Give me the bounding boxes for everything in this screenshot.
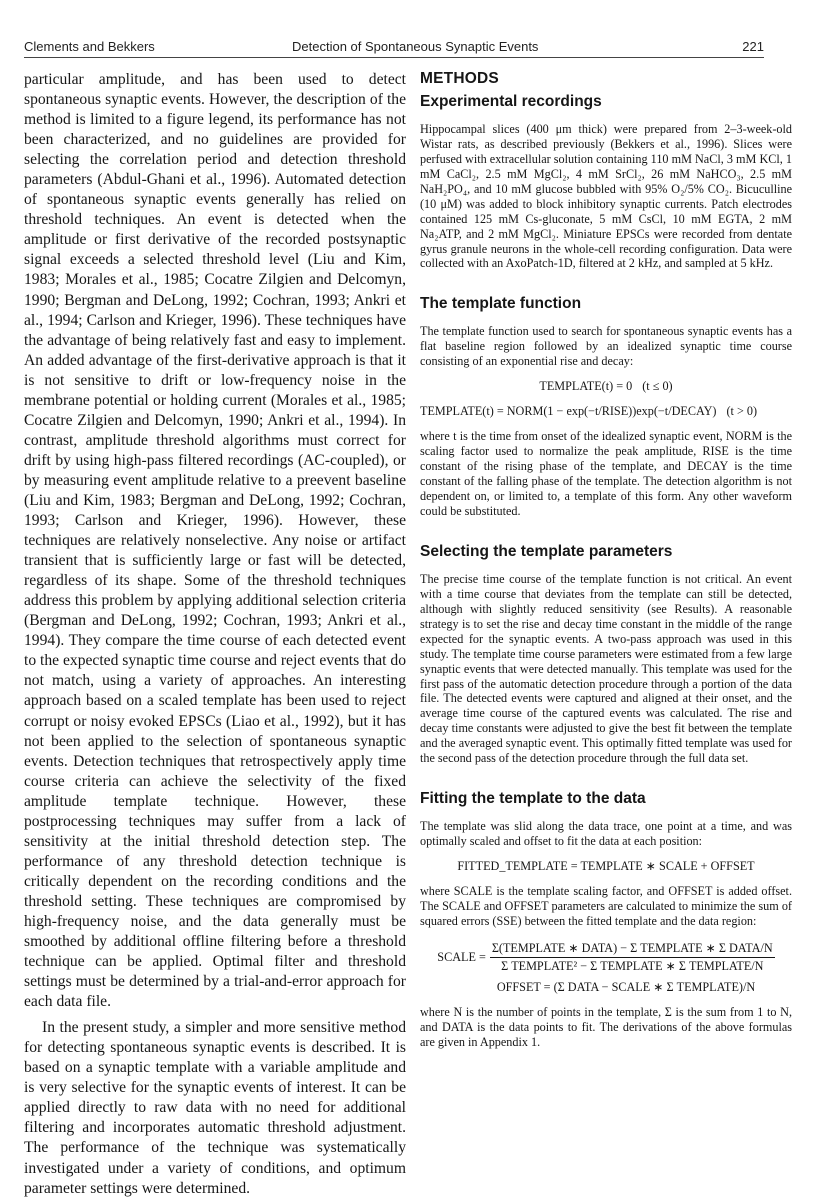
equation-template-exp [420, 404, 792, 419]
equation-scale [420, 941, 792, 974]
header-rule [24, 57, 764, 58]
section-template-function [420, 297, 792, 518]
equation-template-zero-expr: TEMPLATE(t) = 0 [539, 379, 633, 394]
template-function-intro: The template function used to search for spontaneous synaptic events has a flat baseline region followed by an idealized synaptic time course consisting of an exponential rise and decay: [420, 324, 792, 369]
fitting-template-outro: where N is the number of points in the template, Σ is the sum from 1 to N, and DATA is the data points to fit. The derivations of the above formulas are given in Appendix 1. [420, 1004, 792, 1049]
template-parameters-body: The precise time course of the template function is not critical. An event with a time course that deviates from the template can still be detected, although with slightly reduced sensitivity (see Results). A reasonable strategy is to set the rise and decay time constant in the middle of the range expected for the synaptic events. A two-pass approach was used in this study. The template time course parameters were estimated from a few large synaptic events that were detected manually. This template was used for the first pass of the automatic detection procedure through a portion of the data file. The detected events were captured and aligned at their onset, and the average time course of the captured events was calculated. The rise and decay time constants were adjusted to give the best fit between the template and the averaged synaptic event. This optimally fitted template was used for the second pass of the detection procedure through the full data set. [420, 571, 792, 766]
template-parameters-heading: Selecting the template parameters [420, 542, 673, 560]
intro-paragraph-2: In the present study, a simpler and more sensitive method for detecting spontaneous synaptic events is described. It is based on a synaptic template with a variable amplitude and is very selective for the synaptic events of interest. It can be applied directly to raw data with no need for additional filtering and incorporates automatic threshold adjustment. The performance of the technique was systematically investigated under a variety of conditions, and optimum parameter settings were determined. [24, 1019, 406, 1197]
section-fitting-template [420, 792, 792, 1049]
equation-template-zero-condition: (t ≤ 0) [642, 379, 673, 394]
running-head-title: Detection of Spontaneous Synaptic Events [292, 39, 539, 54]
equation-fitted-template: FITTED_TEMPLATE = TEMPLATE ∗ SCALE + OFFSET [457, 859, 755, 874]
equation-template-exp-expr: TEMPLATE(t) = NORM(1 − exp(−t/RISE))exp(−t/DECAY) [420, 404, 717, 419]
fitting-template-heading: Fitting the template to the data [420, 790, 646, 808]
running-head-authors: Clements and Bekkers [24, 39, 155, 54]
equation-offset: OFFSET = (Σ DATA − SCALE ∗ Σ TEMPLATE)/N [496, 979, 756, 994]
template-function-heading: The template function [420, 295, 582, 313]
running-head [24, 36, 764, 58]
page-number: 221 [742, 39, 764, 54]
equation-template-zero [420, 379, 792, 394]
right-column [420, 70, 792, 1050]
equation-scale-numerator: Σ(TEMPLATE ∗ DATA) − Σ TEMPLATE ∗ Σ DATA/N [490, 941, 775, 958]
section-experimental-recordings [420, 92, 792, 271]
equation-scale-lhs: SCALE = [437, 949, 486, 964]
equation-scale-fraction [490, 941, 775, 974]
methods-heading: METHODS [420, 70, 499, 87]
intro-paragraph-1: particular amplitude, and has been used to detect spontaneous synaptic events. However, the description of the method is limited to a figure legend, its performance has not been characterized, and no guidelines are provided for selecting the correlation period and detection threshold parameters (Abdul-Ghani et al., 1996). Automated detection of spontaneous synaptic events generally has relied on threshold techniques. An event is detected when the amplitude or first derivative of the recorded postsynaptic signal exceeds a selected threshold level (Liu and Kim, 1983; Morales et al., 1985; Cocatre Zilgien and Delcomyn, 1990; Bergman and DeLong, 1992; Cochran, 1993; Ankri et al., 1994; Carlson and Krieger, 1996). These techniques have the advantage of being relatively fast and easy to implement. An added advantage of the first-derivative approach is that it is not sensitive to drift or low-frequency noise in the membrane potential or holding current (Morales et al., 1985; Cocatre Zilgien and Delcomyn, 1990; Ankri et al., 1994). In contrast, amplitude threshold algorithms must correct for drift by using high-pass filtered recordings (AC-coupled), or by measuring event amplitude relative to a preevent baseline (Liu and Kim, 1983; Bergman and DeLong, 1992; Cochran, 1993; Carlson and Krieger, 1996). However, these techniques are relatively nonselective. Any noise or artifact transient that is sufficiently large or fast will be detected, regardless of its shape. Some of the threshold techniques address this problem by applying additional selection criteria (Bergman and DeLong, 1992; Cochran, 1993; Ankri et al., 1994). They compare the time course of each detected event to the expected synaptic time course and reject events that do not match, using a variety of approaches. An interesting approach based on a scaled template has been used to reject corrupt or noisy evoked EPSCs (Liao et al., 1992), but it has not been applied to the selection of spontaneous synaptic events. Detection techniques that retrospectively apply time course criteria can achieve the selectivity of the fixed amplitude template technique. However, these postprocessing techniques may suffer from a lack of sensitivity at the initial threshold detection step. The performance of any threshold detection technique is critically dependent on the recording conditions and the threshold setting. These techniques are compromised by high-frequency noise, and the data generally must be smoothed by additional offline filtering before a threshold technique can be applied. Optimal filter and threshold settings must be determined by a trial-and-error approach for each data file. [24, 71, 406, 1011]
equation-scale-denominator: Σ TEMPLATE² − Σ TEMPLATE ∗ Σ TEMPLATE/N [501, 958, 764, 973]
section-template-parameters [420, 542, 792, 766]
experimental-recordings-body: Hippocampal slices (400 μm thick) were prepared from 2–3-week-old Wistar rats, as described previously (Bekkers et al., 1996). Slices were perfused with extracellular solution containing 110 mM NaCl, 3 mM KCl, 1 mM CaCl₂, 2.5 mM MgCl₂, 4 mM SrCl₂, 26 mM NaHCO₃, 2.5 mM NaH₂PO₄, and 10 mM glucose bubbled with 95% O₂/5% CO₂. Bicuculline (10 μM) was added to block inhibitory synaptic currents. Patch electrodes contained 125 mM Cs-gluconate, 5 mM CsCl, 10 mM EGTA, 2 mM Na₂ATP, and 2 mM MgCl₂. Miniature EPSCs were recorded from dentate gyrus granule neurons in the whole-cell recording configuration. Data were collected with an AxoPatch-1D, filtered at 2 kHz, and sampled at 5 kHz. [420, 121, 792, 271]
fitting-template-mid: where SCALE is the template scaling factor, and OFFSET is added offset. The SCALE and OFFSET parameters are calculated to minimize the sum of squared errors (SSE) between the fitted template and the data region: [420, 884, 792, 928]
fitting-template-intro: The template was slid along the data trace, one point at a time, and was optimally scaled and offset to fit the data at each position: [420, 819, 792, 849]
template-function-body: where t is the time from onset of the idealized synaptic event, NORM is the scaling factor used to normalize the peak amplitude, RISE is the time constant of the rising phase of the template, and DECAY is the time constant of the falling phase of the template. The detection algorithm is not dependent on, or limited to, a template of this form. Any other waveform could be substituted. [420, 429, 792, 518]
experimental-recordings-heading: Experimental recordings [420, 92, 602, 110]
left-column [24, 70, 406, 1199]
equation-template-exp-condition: (t > 0) [726, 404, 758, 419]
